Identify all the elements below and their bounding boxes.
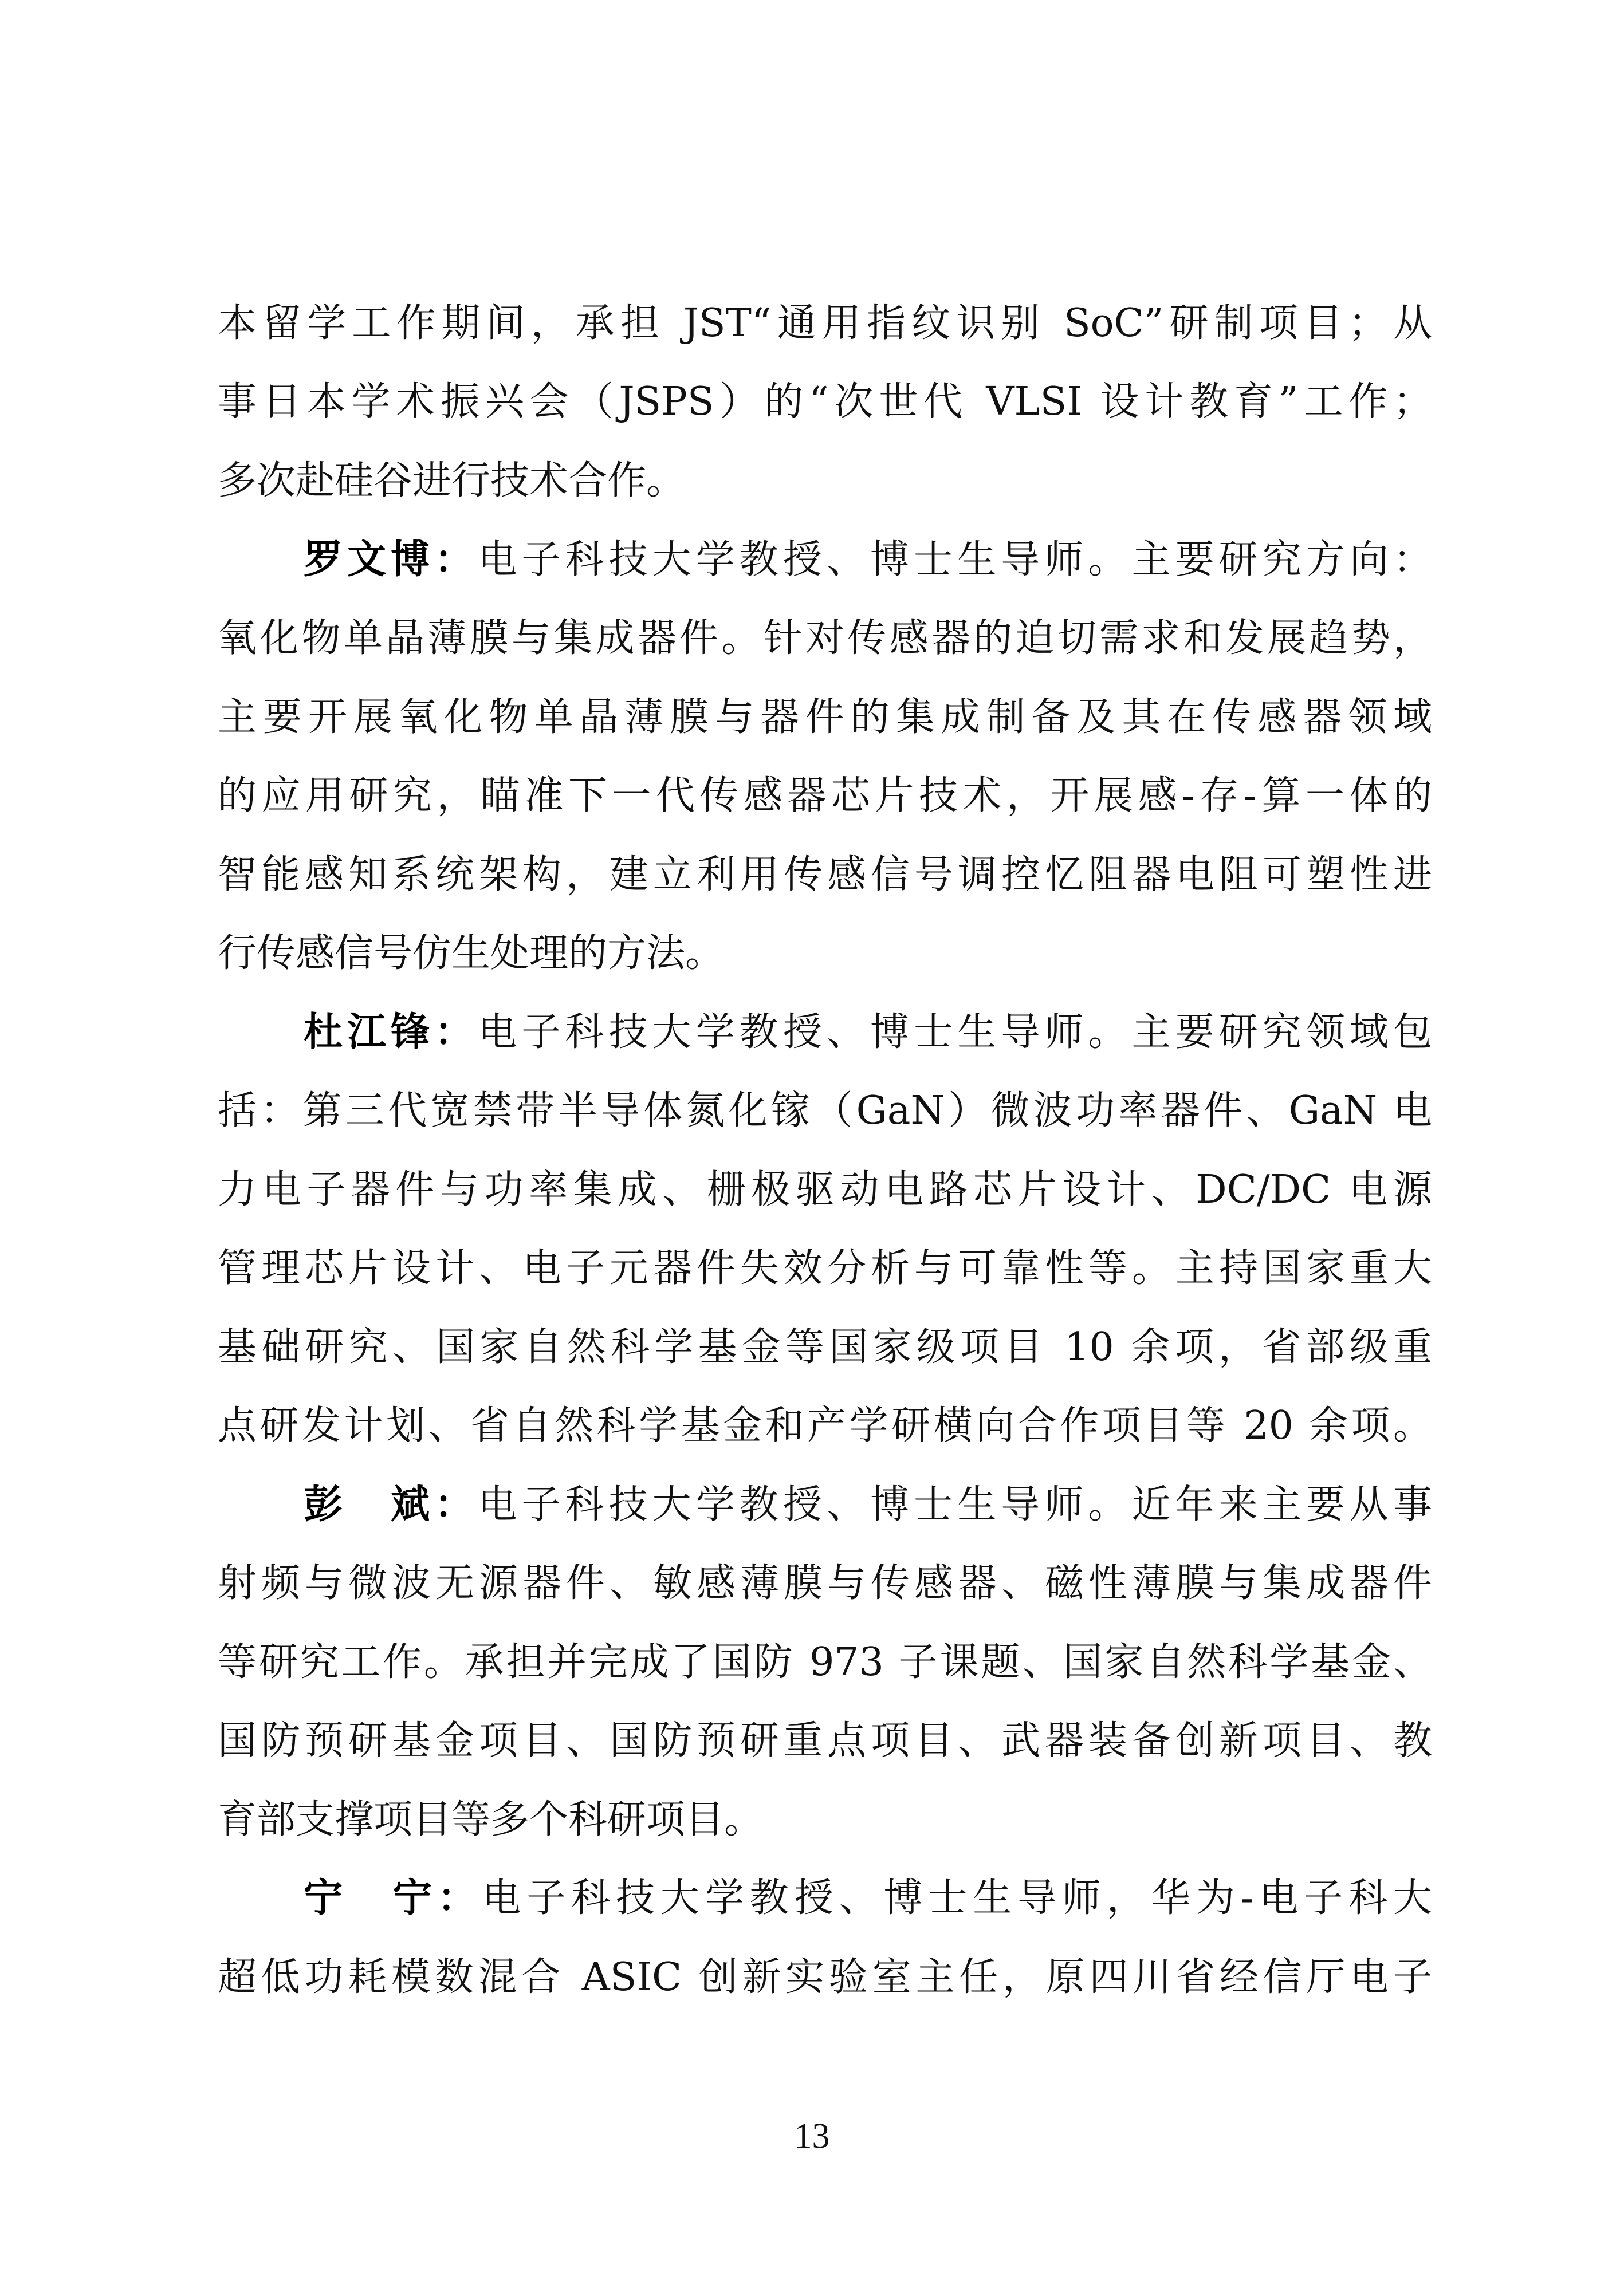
paragraph-line: 智能感知系统架构，建立利用传感信号调控忆阻器电阻可塑性进 bbox=[218, 852, 1432, 897]
person-name: 彭 斌： bbox=[304, 1482, 478, 1527]
paragraph-line: 氧化物单晶薄膜与集成器件。针对传感器的迫切需求和发展趋势， bbox=[218, 616, 1432, 661]
paragraph-line: 超低功耗模数混合 ASIC 创新实验室主任，原四川省经信厅电子 bbox=[218, 1955, 1432, 2000]
paragraph-text: 电子科技大学教授、博士生导师，华为-电子科大 bbox=[482, 1876, 1432, 1921]
paragraph-line: 育部支撑项目等多个科研项目。 bbox=[218, 1797, 764, 1842]
person-name: 罗文博： bbox=[304, 537, 478, 582]
paragraph-line: 行传感信号仿生处理的方法。 bbox=[218, 931, 725, 976]
paragraph-line: 事日本学术振兴会（JSPS）的“次世代 VLSI 设计教育”工作； bbox=[218, 379, 1432, 424]
paragraph-line bbox=[304, 534, 1432, 586]
paragraph-line: 力电子器件与功率集成、栅极驱动电路芯片设计、DC/DC 电源 bbox=[218, 1167, 1432, 1212]
paragraph-line: 主要开展氧化物单晶薄膜与器件的集成制备及其在传感器领域 bbox=[218, 695, 1432, 740]
paragraph-text: 电子科技大学教授、博士生导师。近年来主要从事 bbox=[478, 1482, 1432, 1527]
paragraph-text: 电子科技大学教授、博士生导师。主要研究领域包 bbox=[478, 1010, 1432, 1055]
person-name: 宁 宁： bbox=[304, 1876, 482, 1921]
paragraph-line: 多次赴硅谷进行技术合作。 bbox=[218, 458, 686, 503]
paragraph-line: 等研究工作。承担并完成了国防 973 子课题、国家自然科学基金、 bbox=[218, 1640, 1432, 1685]
paragraph-line: 本留学工作期间，承担 JST“通用指纹识别 SoC”研制项目；从 bbox=[218, 301, 1432, 346]
paragraph-line: 点研发计划、省自然科学基金和产学研横向合作项目等 20 余项。 bbox=[218, 1403, 1432, 1448]
paragraph-line: 国防预研基金项目、国防预研重点项目、武器装备创新项目、教 bbox=[218, 1718, 1432, 1763]
page-number: 13 bbox=[794, 2117, 830, 2156]
paragraph-line: 射频与微波无源器件、敏感薄膜与传感器、磁性薄膜与集成器件 bbox=[218, 1561, 1432, 1606]
paragraph-text: 电子科技大学教授、博士生导师。主要研究方向： bbox=[478, 537, 1432, 582]
paragraph-line bbox=[304, 1007, 1432, 1058]
person-name: 杜江锋： bbox=[304, 1010, 478, 1055]
paragraph-line: 管理芯片设计、电子元器件失效分析与可靠性等。主持国家重大 bbox=[218, 1246, 1432, 1291]
paragraph-line: 括：第三代宽禁带半导体氮化镓（GaN）微波功率器件、GaN 电 bbox=[218, 1088, 1432, 1133]
paragraph-line: 的应用研究，瞄准下一代传感器芯片技术，开展感-存-算一体的 bbox=[218, 773, 1432, 818]
paragraph-line: 基础研究、国家自然科学基金等国家级项目 10 余项，省部级重 bbox=[218, 1325, 1432, 1370]
paragraph-line bbox=[304, 1479, 1432, 1531]
paragraph-line bbox=[304, 1873, 1432, 1924]
